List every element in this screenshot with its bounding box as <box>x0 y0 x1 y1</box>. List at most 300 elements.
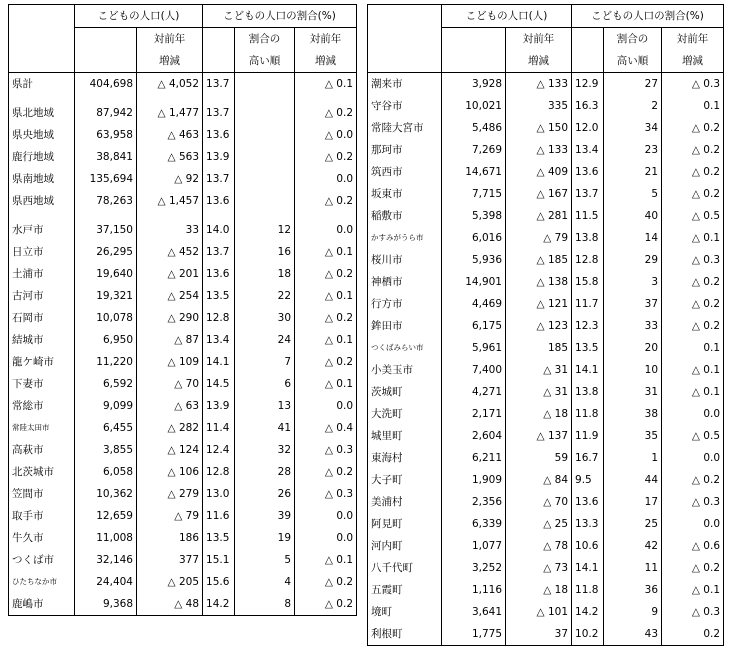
population-change-cell: △ 167 <box>506 183 572 205</box>
table-row <box>9 417 357 439</box>
rank-cell: 22 <box>235 285 295 307</box>
ratio-cell: 12.4 <box>203 439 235 461</box>
table-row <box>368 117 724 139</box>
population-change-cell: 33 <box>137 219 203 241</box>
rank-cell: 43 <box>604 623 662 646</box>
population-change-cell: △ 201 <box>137 263 203 285</box>
rank-cell: 12 <box>235 219 295 241</box>
population-change-cell: 377 <box>137 549 203 571</box>
municipality-name: 桜川市 <box>368 249 442 271</box>
municipality-name: 東海村 <box>368 447 442 469</box>
ratio-cell: 9.5 <box>572 469 604 491</box>
header-yoy-line1: 対前年 <box>295 28 357 51</box>
rank-cell: 42 <box>604 535 662 557</box>
rank-cell <box>235 190 295 212</box>
ratio-cell: 11.5 <box>572 205 604 227</box>
population-change-cell: △ 290 <box>137 307 203 329</box>
ratio-change-cell: △ 0.2 <box>662 271 724 293</box>
header-yoy-line1: 対前年 <box>137 28 203 51</box>
table-row <box>9 549 357 571</box>
ratio-cell: 16.7 <box>572 447 604 469</box>
population-change-cell: △ 92 <box>137 168 203 190</box>
table-row <box>368 425 724 447</box>
ratio-change-cell: △ 0.1 <box>295 285 357 307</box>
rank-cell: 31 <box>604 381 662 403</box>
ratio-cell: 13.6 <box>572 491 604 513</box>
rank-cell: 35 <box>604 425 662 447</box>
ratio-change-cell: 0.0 <box>295 395 357 417</box>
ratio-change-cell: △ 0.5 <box>662 425 724 447</box>
header-blank <box>203 28 235 51</box>
header-rank-line2: 高い順 <box>235 50 295 73</box>
ratio-change-cell: △ 0.1 <box>662 359 724 381</box>
left-stats-table <box>8 4 357 616</box>
ratio-change-cell: △ 0.3 <box>662 73 724 96</box>
header-blank <box>75 28 137 51</box>
ratio-change-cell: △ 0.6 <box>662 535 724 557</box>
header-blank <box>9 50 75 73</box>
ratio-cell: 12.8 <box>203 307 235 329</box>
ratio-change-cell: △ 0.3 <box>295 483 357 505</box>
ratio-change-cell: △ 0.3 <box>662 491 724 513</box>
population-cell: 5,486 <box>442 117 506 139</box>
table-row <box>9 527 357 549</box>
header-rank-line1: 割合の <box>235 28 295 51</box>
rank-cell: 4 <box>235 571 295 593</box>
rank-cell: 41 <box>235 417 295 439</box>
population-cell: 9,368 <box>75 593 137 616</box>
municipality-name: 大洗町 <box>368 403 442 425</box>
population-cell: 6,058 <box>75 461 137 483</box>
population-change-cell: △ 63 <box>137 395 203 417</box>
ratio-change-cell: △ 0.1 <box>295 241 357 263</box>
table-row <box>9 285 357 307</box>
population-change-cell: △ 70 <box>137 373 203 395</box>
municipality-name: 行方市 <box>368 293 442 315</box>
ratio-cell: 13.9 <box>203 395 235 417</box>
municipality-name: 県西地域 <box>9 190 75 212</box>
ratio-cell: 13.7 <box>572 183 604 205</box>
population-cell: 11,220 <box>75 351 137 373</box>
table-row <box>368 513 724 535</box>
municipality-name: 境町 <box>368 601 442 623</box>
ratio-change-cell: △ 0.2 <box>295 190 357 212</box>
ratio-cell: 12.0 <box>572 117 604 139</box>
ratio-change-cell: 0.1 <box>662 337 724 359</box>
header-blank <box>442 50 506 73</box>
spacer-cell <box>295 212 357 219</box>
ratio-change-cell: △ 0.3 <box>295 439 357 461</box>
ratio-change-cell: △ 0.2 <box>295 571 357 593</box>
ratio-cell: 12.8 <box>572 249 604 271</box>
table-row <box>9 307 357 329</box>
population-cell: 1,909 <box>442 469 506 491</box>
municipality-name: 土浦市 <box>9 263 75 285</box>
header-yoy-line2: 増減 <box>295 50 357 73</box>
ratio-cell: 13.6 <box>203 190 235 212</box>
ratio-cell: 13.4 <box>203 329 235 351</box>
ratio-cell: 11.7 <box>572 293 604 315</box>
municipality-name: 結城市 <box>9 329 75 351</box>
population-change-cell: 186 <box>137 527 203 549</box>
table-row <box>368 183 724 205</box>
population-cell: 4,469 <box>442 293 506 315</box>
population-change-cell: △ 73 <box>506 557 572 579</box>
municipality-name: 鹿嶋市 <box>9 593 75 616</box>
municipality-name: 龍ケ崎市 <box>9 351 75 373</box>
ratio-cell: 14.1 <box>203 351 235 373</box>
population-change-cell: △ 4,052 <box>137 73 203 96</box>
ratio-change-cell: △ 0.1 <box>295 329 357 351</box>
header-population: こどもの人口(人) <box>75 5 203 28</box>
population-cell: 6,211 <box>442 447 506 469</box>
population-cell: 10,021 <box>442 95 506 117</box>
population-change-cell: △ 282 <box>137 417 203 439</box>
population-cell: 3,928 <box>442 73 506 96</box>
population-cell: 2,356 <box>442 491 506 513</box>
population-cell: 14,901 <box>442 271 506 293</box>
rank-cell: 34 <box>604 117 662 139</box>
table-row <box>9 168 357 190</box>
ratio-change-cell: △ 0.1 <box>662 381 724 403</box>
table-row <box>9 241 357 263</box>
rank-cell <box>235 168 295 190</box>
municipality-name: 高萩市 <box>9 439 75 461</box>
municipality-name: 守谷市 <box>368 95 442 117</box>
ratio-cell: 13.9 <box>203 146 235 168</box>
population-cell: 10,362 <box>75 483 137 505</box>
ratio-cell: 14.5 <box>203 373 235 395</box>
ratio-cell: 11.8 <box>572 579 604 601</box>
header-rank-line2: 高い順 <box>604 50 662 73</box>
spacer-row <box>9 95 357 102</box>
ratio-change-cell: △ 0.2 <box>295 461 357 483</box>
table-row <box>9 263 357 285</box>
ratio-cell: 13.7 <box>203 168 235 190</box>
population-change-cell: △ 121 <box>506 293 572 315</box>
population-change-cell: △ 79 <box>137 505 203 527</box>
table-row <box>9 483 357 505</box>
ratio-change-cell: △ 0.3 <box>662 249 724 271</box>
header-yoy-line2: 増減 <box>506 50 572 73</box>
rank-cell: 24 <box>235 329 295 351</box>
population-change-cell: △ 18 <box>506 403 572 425</box>
population-change-cell: △ 48 <box>137 593 203 616</box>
municipality-name: 鹿行地域 <box>9 146 75 168</box>
right-stats-table <box>367 4 724 646</box>
municipality-name: 日立市 <box>9 241 75 263</box>
municipality-name: 石岡市 <box>9 307 75 329</box>
municipality-name: つくば市 <box>9 549 75 571</box>
ratio-change-cell: △ 0.2 <box>662 469 724 491</box>
population-change-cell: △ 101 <box>506 601 572 623</box>
population-cell: 2,604 <box>442 425 506 447</box>
population-change-cell: △ 254 <box>137 285 203 307</box>
municipality-name: 潮来市 <box>368 73 442 96</box>
table-row <box>368 535 724 557</box>
population-change-cell: △ 1,457 <box>137 190 203 212</box>
ratio-change-cell: △ 0.2 <box>662 183 724 205</box>
header-yoy-line1: 対前年 <box>506 28 572 51</box>
population-change-cell: △ 279 <box>137 483 203 505</box>
table-row <box>9 102 357 124</box>
spacer-cell <box>203 95 235 102</box>
ratio-cell: 12.9 <box>572 73 604 96</box>
population-cell: 2,171 <box>442 403 506 425</box>
header-blank <box>9 5 75 28</box>
table-row <box>9 124 357 146</box>
ratio-cell: 10.6 <box>572 535 604 557</box>
rank-cell <box>235 73 295 96</box>
table-row <box>368 579 724 601</box>
municipality-name: 古河市 <box>9 285 75 307</box>
ratio-cell: 14.1 <box>572 359 604 381</box>
municipality-name: 下妻市 <box>9 373 75 395</box>
ratio-change-cell: 0.0 <box>662 447 724 469</box>
table-row <box>9 505 357 527</box>
municipality-name: 取手市 <box>9 505 75 527</box>
spacer-cell <box>75 212 137 219</box>
municipality-name: 稲敷市 <box>368 205 442 227</box>
municipality-name: 県北地域 <box>9 102 75 124</box>
population-cell: 9,099 <box>75 395 137 417</box>
population-change-cell: △ 31 <box>506 381 572 403</box>
ratio-cell: 16.3 <box>572 95 604 117</box>
spacer-row <box>9 212 357 219</box>
population-cell: 63,958 <box>75 124 137 146</box>
population-change-cell: △ 25 <box>506 513 572 535</box>
population-cell: 3,252 <box>442 557 506 579</box>
population-change-cell: △ 109 <box>137 351 203 373</box>
ratio-change-cell: △ 0.1 <box>295 549 357 571</box>
municipality-name: 坂東市 <box>368 183 442 205</box>
table-row <box>368 249 724 271</box>
population-change-cell: △ 133 <box>506 139 572 161</box>
rank-cell: 32 <box>235 439 295 461</box>
header-blank <box>9 28 75 51</box>
rank-cell: 27 <box>604 73 662 96</box>
population-cell: 14,671 <box>442 161 506 183</box>
ratio-change-cell: △ 0.2 <box>295 307 357 329</box>
ratio-change-cell: △ 0.2 <box>295 146 357 168</box>
table-row <box>368 447 724 469</box>
municipality-name: 常陸太田市 <box>9 417 75 439</box>
population-cell: 19,640 <box>75 263 137 285</box>
ratio-cell: 11.8 <box>572 403 604 425</box>
spacer-cell <box>137 212 203 219</box>
municipality-name: 城里町 <box>368 425 442 447</box>
population-change-cell: 37 <box>506 623 572 646</box>
rank-cell: 36 <box>604 579 662 601</box>
rank-cell: 5 <box>235 549 295 571</box>
ratio-change-cell: 0.0 <box>295 505 357 527</box>
ratio-cell: 14.1 <box>572 557 604 579</box>
population-change-cell: △ 70 <box>506 491 572 513</box>
ratio-change-cell: △ 0.3 <box>662 601 724 623</box>
ratio-change-cell: 0.1 <box>662 95 724 117</box>
population-change-cell: △ 150 <box>506 117 572 139</box>
population-change-cell: △ 281 <box>506 205 572 227</box>
population-cell: 3,855 <box>75 439 137 461</box>
ratio-change-cell: 0.0 <box>662 403 724 425</box>
population-change-cell: △ 185 <box>506 249 572 271</box>
table-row <box>368 271 724 293</box>
municipality-name: 北茨城市 <box>9 461 75 483</box>
municipality-name: かすみがうら市 <box>368 227 442 249</box>
ratio-cell: 13.5 <box>203 527 235 549</box>
population-cell: 3,641 <box>442 601 506 623</box>
rank-cell: 16 <box>235 241 295 263</box>
ratio-cell: 13.6 <box>203 124 235 146</box>
population-change-cell: 59 <box>506 447 572 469</box>
population-change-cell: △ 31 <box>506 359 572 381</box>
rank-cell: 23 <box>604 139 662 161</box>
population-change-cell: △ 87 <box>137 329 203 351</box>
municipality-name: 利根町 <box>368 623 442 646</box>
population-change-cell: △ 1,477 <box>137 102 203 124</box>
ratio-change-cell: 0.0 <box>295 219 357 241</box>
header-blank <box>203 50 235 73</box>
spacer-cell <box>137 95 203 102</box>
municipality-name: 常陸大宮市 <box>368 117 442 139</box>
population-change-cell: △ 452 <box>137 241 203 263</box>
population-cell: 6,592 <box>75 373 137 395</box>
ratio-cell: 14.2 <box>572 601 604 623</box>
population-cell: 135,694 <box>75 168 137 190</box>
municipality-name: 五霞町 <box>368 579 442 601</box>
population-cell: 11,008 <box>75 527 137 549</box>
ratio-cell: 13.5 <box>203 285 235 307</box>
table-row <box>9 593 357 616</box>
table-row <box>368 73 724 96</box>
ratio-change-cell: △ 0.2 <box>662 557 724 579</box>
population-cell: 6,455 <box>75 417 137 439</box>
ratio-change-cell: △ 0.2 <box>662 117 724 139</box>
header-yoy-line2: 増減 <box>662 50 724 73</box>
ratio-cell: 13.4 <box>572 139 604 161</box>
ratio-cell: 10.2 <box>572 623 604 646</box>
rank-cell: 8 <box>235 593 295 616</box>
table-row <box>368 469 724 491</box>
rank-cell: 33 <box>604 315 662 337</box>
table-row <box>9 351 357 373</box>
ratio-cell: 14.0 <box>203 219 235 241</box>
population-change-cell: △ 79 <box>506 227 572 249</box>
ratio-cell: 15.8 <box>572 271 604 293</box>
table-row <box>368 337 724 359</box>
population-cell: 6,950 <box>75 329 137 351</box>
table-row <box>368 491 724 513</box>
population-cell: 6,016 <box>442 227 506 249</box>
population-cell: 7,715 <box>442 183 506 205</box>
header-population: こどもの人口(人) <box>442 5 572 28</box>
spacer-cell <box>203 212 235 219</box>
rank-cell <box>235 124 295 146</box>
rank-cell: 44 <box>604 469 662 491</box>
ratio-cell: 15.1 <box>203 549 235 571</box>
ratio-cell: 12.8 <box>203 461 235 483</box>
table-row <box>9 461 357 483</box>
header-blank <box>572 50 604 73</box>
rank-cell: 17 <box>604 491 662 513</box>
header-blank <box>368 28 442 51</box>
population-cell: 5,398 <box>442 205 506 227</box>
ratio-change-cell: △ 0.2 <box>295 593 357 616</box>
population-change-cell: 185 <box>506 337 572 359</box>
population-cell: 1,116 <box>442 579 506 601</box>
ratio-cell: 13.6 <box>203 263 235 285</box>
rank-cell: 2 <box>604 95 662 117</box>
population-change-cell: △ 205 <box>137 571 203 593</box>
municipality-name: 小美玉市 <box>368 359 442 381</box>
ratio-cell: 13.5 <box>572 337 604 359</box>
header-blank <box>368 5 442 28</box>
ratio-change-cell: 0.2 <box>662 623 724 646</box>
rank-cell: 19 <box>235 527 295 549</box>
rank-cell: 3 <box>604 271 662 293</box>
rank-cell: 38 <box>604 403 662 425</box>
population-cell: 4,271 <box>442 381 506 403</box>
population-change-cell: △ 123 <box>506 315 572 337</box>
population-cell: 37,150 <box>75 219 137 241</box>
header-ratio: こどもの人口の割合(%) <box>203 5 357 28</box>
rank-cell: 25 <box>604 513 662 535</box>
spacer-cell <box>295 95 357 102</box>
table-row <box>368 601 724 623</box>
population-change-cell: △ 409 <box>506 161 572 183</box>
header-blank <box>75 50 137 73</box>
header-yoy-line1: 対前年 <box>662 28 724 51</box>
ratio-cell: 13.8 <box>572 227 604 249</box>
population-cell: 1,077 <box>442 535 506 557</box>
population-cell: 1,775 <box>442 623 506 646</box>
municipality-name: 八千代町 <box>368 557 442 579</box>
table-row <box>368 359 724 381</box>
spacer-cell <box>9 95 75 102</box>
ratio-cell: 11.6 <box>203 505 235 527</box>
ratio-change-cell: 0.0 <box>662 513 724 535</box>
population-change-cell: △ 138 <box>506 271 572 293</box>
ratio-cell: 12.3 <box>572 315 604 337</box>
rank-cell: 7 <box>235 351 295 373</box>
municipality-name: 茨城町 <box>368 381 442 403</box>
population-cell: 7,269 <box>442 139 506 161</box>
ratio-change-cell: △ 0.2 <box>295 102 357 124</box>
table-row <box>9 439 357 461</box>
header-blank <box>572 28 604 51</box>
ratio-change-cell: △ 0.2 <box>662 293 724 315</box>
population-change-cell: △ 137 <box>506 425 572 447</box>
ratio-cell: 13.8 <box>572 381 604 403</box>
municipality-name: 牛久市 <box>9 527 75 549</box>
table-row <box>368 139 724 161</box>
population-cell: 5,961 <box>442 337 506 359</box>
spacer-cell <box>235 212 295 219</box>
rank-cell: 28 <box>235 461 295 483</box>
table-row <box>368 403 724 425</box>
rank-cell: 10 <box>604 359 662 381</box>
population-cell: 19,321 <box>75 285 137 307</box>
municipality-name: 河内町 <box>368 535 442 557</box>
population-cell: 10,078 <box>75 307 137 329</box>
rank-cell: 37 <box>604 293 662 315</box>
rank-cell: 30 <box>235 307 295 329</box>
rank-cell: 14 <box>604 227 662 249</box>
population-change-cell: 335 <box>506 95 572 117</box>
ratio-cell: 13.0 <box>203 483 235 505</box>
ratio-change-cell: △ 0.2 <box>662 161 724 183</box>
rank-cell <box>235 146 295 168</box>
